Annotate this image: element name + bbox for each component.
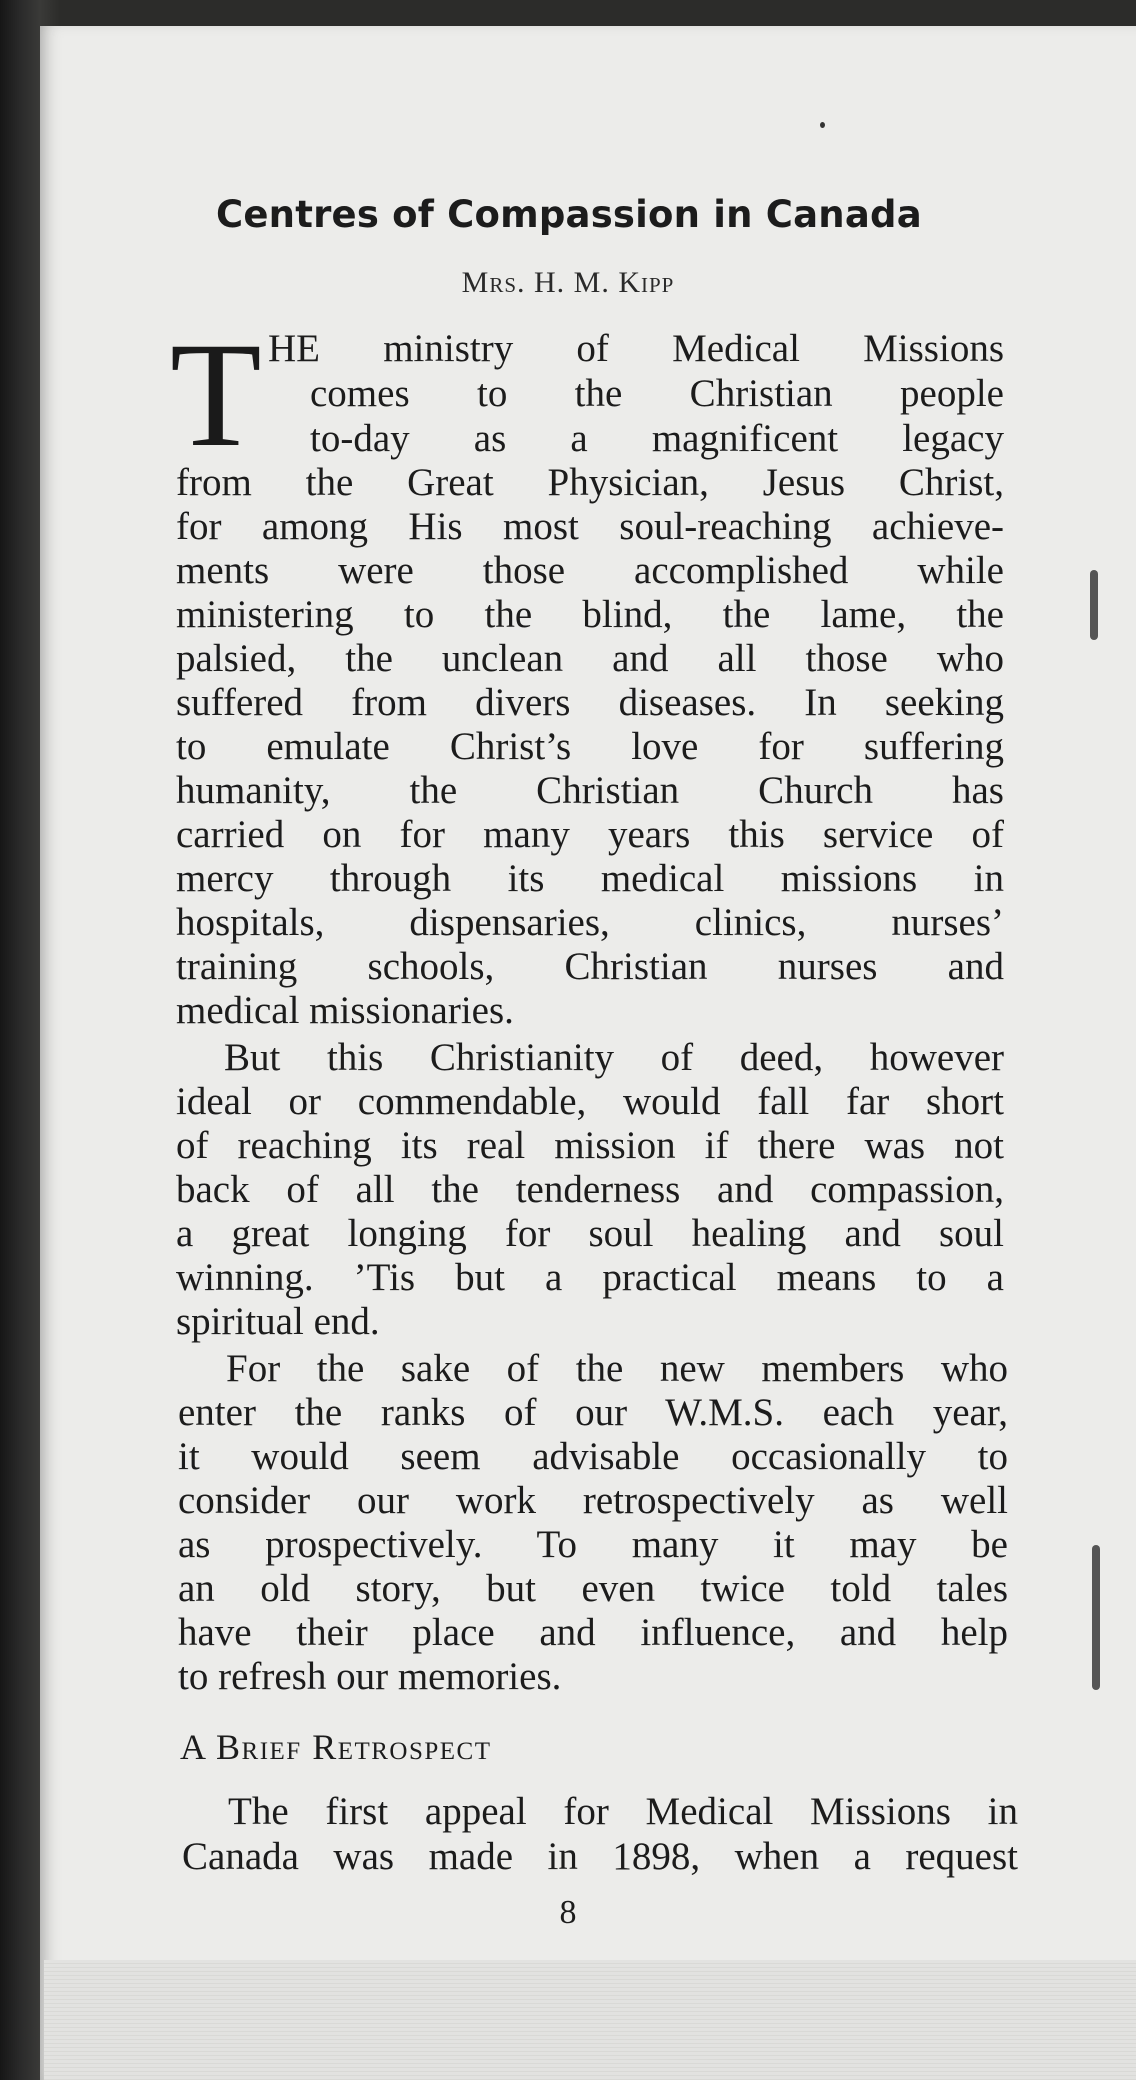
body-line: to emulate Christ’s love for suffering — [176, 725, 1004, 768]
body-line: a great longing for soul healing and soul — [176, 1212, 1004, 1255]
body-line: an old story, but even twice told tales — [178, 1567, 1008, 1610]
body-line: Canada was made in 1898, when a request — [182, 1835, 1018, 1878]
body-line: as prospectively. To many it may be — [178, 1523, 1008, 1566]
body-line: winning. ’Tis but a practical means to a — [176, 1256, 1004, 1299]
body-line: humanity, the Christian Church has — [176, 769, 1004, 812]
body-line: for among His most soul-reaching achieve- — [176, 505, 1004, 548]
body-line: The first appeal for Medical Missions in — [228, 1790, 1018, 1833]
binding-staple-bottom — [1092, 1545, 1100, 1690]
body-line: mercy through its medical missions in — [176, 857, 1004, 900]
body-line: enter the ranks of our W.M.S. each year, — [178, 1391, 1008, 1434]
body-line: from the Great Physician, Jesus Christ, — [176, 461, 1004, 504]
body-line: training schools, Christian nurses and — [176, 945, 1004, 988]
body-line: of reaching its real mission if there was not — [176, 1124, 1004, 1167]
article-title: Centres of Compassion in Canada — [216, 193, 922, 236]
binding-staple-top — [1090, 570, 1098, 640]
body-line: ideal or commendable, would fall far short — [176, 1080, 1004, 1123]
body-line: ments were those accomplished while — [176, 549, 1004, 592]
body-line: HE ministry of Medical Missions — [268, 327, 1004, 370]
body-line: have their place and influence, and help — [178, 1611, 1008, 1654]
body-line: comes to the Christian people — [310, 372, 1004, 415]
body-line: carried on for many years this service of — [176, 813, 1004, 856]
page-stack-edge — [44, 1960, 1136, 2080]
body-line: spiritual end. — [176, 1300, 380, 1343]
body-line: back of all the tenderness and compassion, — [176, 1168, 1004, 1211]
drop-cap: T — [170, 312, 262, 478]
page-number: 8 — [559, 1894, 577, 1931]
body-line: But this Christianity of deed, however — [224, 1036, 1004, 1079]
section-heading: A Brief Retrospect — [180, 1727, 492, 1767]
body-line: suffered from divers diseases. In seeking — [176, 681, 1004, 724]
body-line: medical missionaries. — [176, 989, 514, 1032]
body-line: to refresh our memories. — [178, 1655, 562, 1698]
ink-speck — [820, 122, 825, 128]
body-line: ministering to the blind, the lame, the — [176, 593, 1004, 636]
body-line: consider our work retrospectively as well — [178, 1479, 1008, 1522]
body-line: to-day as a magnificent legacy — [310, 417, 1004, 460]
body-line: hospitals, dispensaries, clinics, nurses’ — [176, 901, 1004, 944]
author-byline: Mrs. H. M. Kipp — [461, 266, 675, 299]
body-line: it would seem advisable occasionally to — [178, 1435, 1008, 1478]
body-line: For the sake of the new members who — [226, 1347, 1008, 1390]
body-line: palsied, the unclean and all those who — [176, 637, 1004, 680]
